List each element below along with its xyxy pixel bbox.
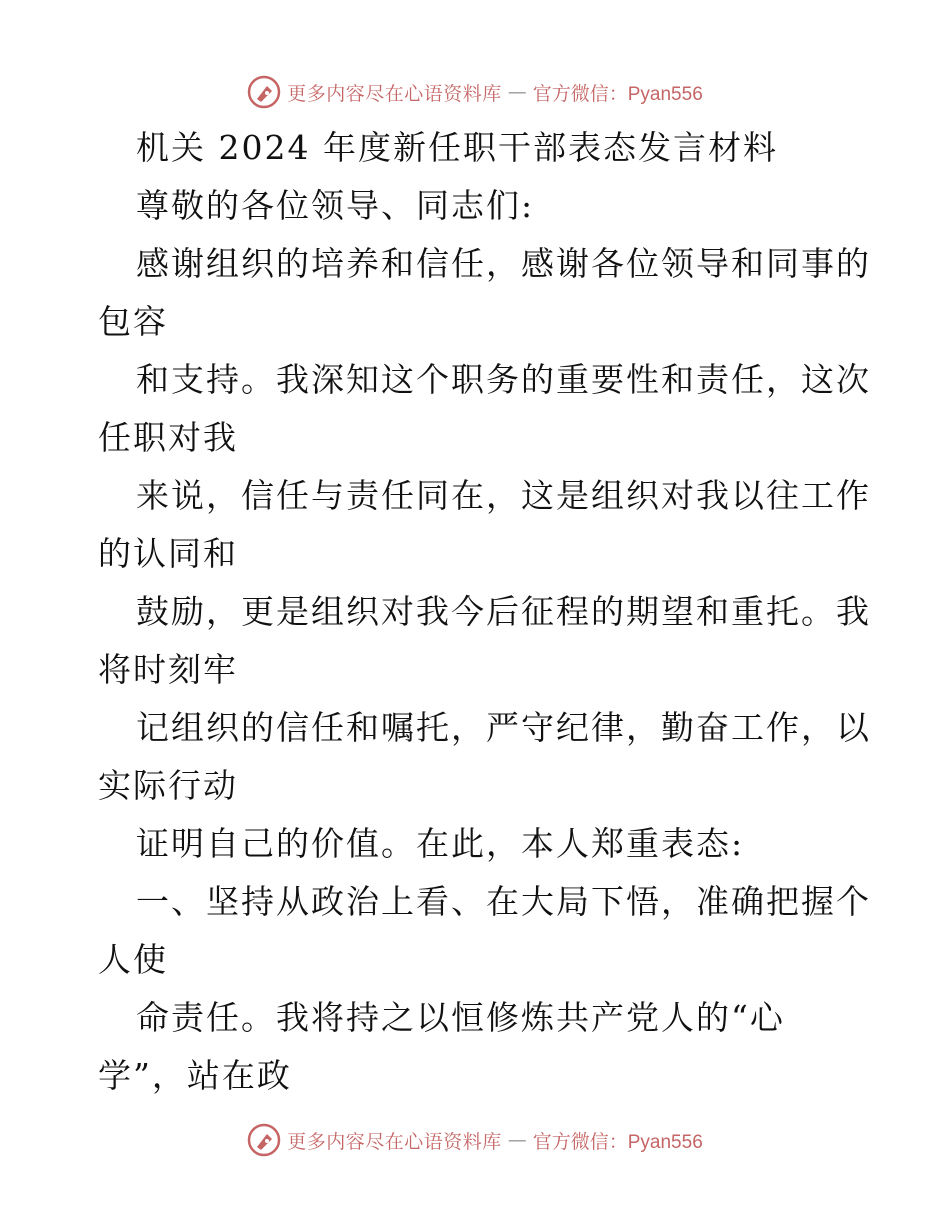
paragraph-line: 鼓励，更是组织对我今后征程的期望和重托。我 [136,592,871,631]
paragraph-line: 证明自己的价值。在此，本人郑重表态: [136,824,745,863]
paragraph-line: 记组织的信任和嘱托，严守纪律，勤奋工作，以 [136,708,871,747]
watermark-account: 官方微信：Pyan556 [532,1131,703,1153]
salutation: 尊敬的各位领导、同志们: [136,186,535,225]
paragraph-line: 命责任。我将持之以恒修炼共产党人的“心 [136,998,785,1037]
header-watermark [0,72,950,112]
paragraph-line: 人使 [98,940,168,979]
watermark-text: 更多内容尽在心语资料库 [287,82,502,105]
paragraph-line: 实际行动 [98,766,238,805]
paragraph-line: 感谢组织的培养和信任，感谢各位领导和同事的 [136,244,871,283]
watermark-dash: — [507,81,527,103]
watermark-dash: — [507,1129,527,1151]
pen-nib-logo-icon [247,1123,281,1157]
paragraph-line: 的认同和 [98,534,238,573]
paragraph-line: 将时刻牢 [98,650,238,689]
footer-watermark [0,1120,950,1160]
document-title: 机关 2024 年度新任职干部表态发言材料 [136,128,778,167]
watermark-text: 更多内容尽在心语资料库 [287,1130,502,1153]
paragraph-line: 包容 [98,302,168,341]
paragraph-line: 来说，信任与责任同在，这是组织对我以往工作 [136,476,871,515]
paragraph-line: 和支持。我深知这个职务的重要性和责任，这次 [136,360,871,399]
paragraph-line: 任职对我 [98,418,238,457]
watermark-account: 官方微信：Pyan556 [532,83,703,105]
pen-nib-logo-icon [247,75,281,109]
section-heading-line: 一、坚持从政治上看、在大局下悟，准确把握个 [136,882,871,921]
paragraph-line: 学”，站在政 [98,1056,292,1095]
